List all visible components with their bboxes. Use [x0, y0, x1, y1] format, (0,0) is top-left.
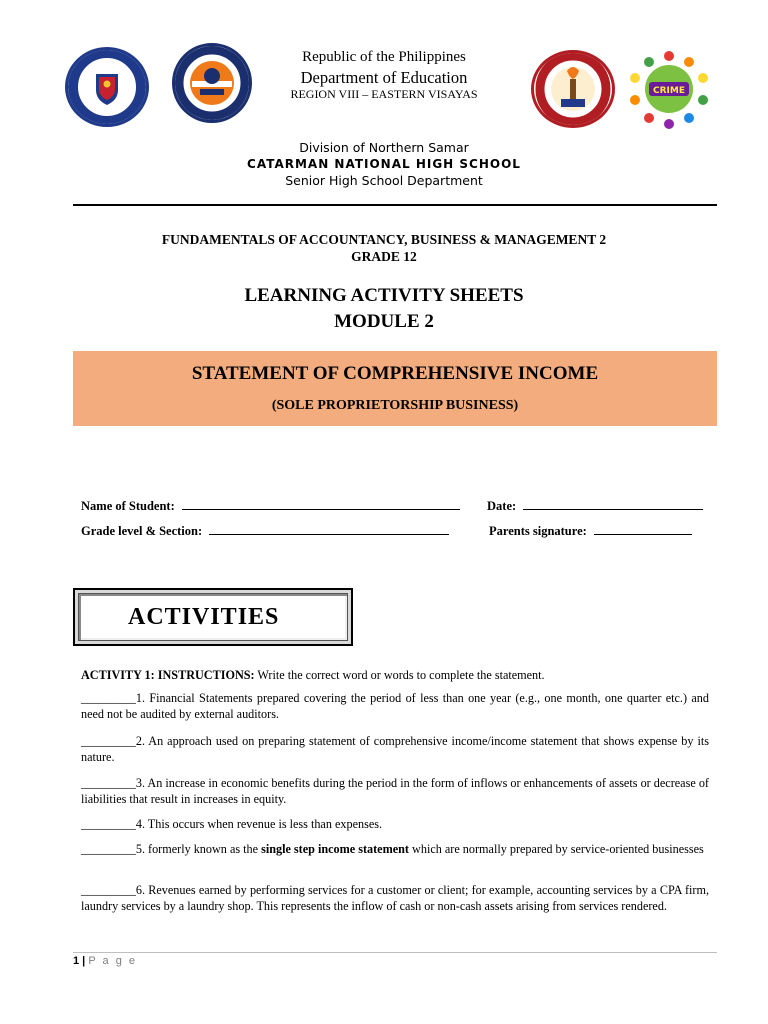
- department-line: Department of Education: [300, 68, 468, 87]
- footer-divider: [73, 952, 717, 953]
- parents-signature-row: [489, 523, 692, 539]
- question-text: 4. This occurs when revenue is less than expenses.: [135, 817, 383, 831]
- question-text: 6. Revenues earned by performing services for a customer or client; for example, accounting services by a CPA firm, laundry services by a laundry shop. This represents the inflow of cash or non-cash assets arising from services rendered.: [81, 883, 709, 913]
- question-text: 2. An approach used on preparing statement of comprehensive income/income statement that shows expense by its nature.: [81, 734, 709, 764]
- republic-line: Republic of the Philippines: [302, 49, 466, 65]
- question-item: [81, 882, 709, 914]
- topic-title: STATEMENT OF COMPREHENSIVE INCOME: [191, 363, 599, 384]
- region-line: REGION VIII – EASTERN VISAYAS: [290, 87, 478, 101]
- question-text: 1. Financial Statements prepared covering the period of less than one year (e.g., one month, one quarter etc.) and need not be audited by external auditors.: [81, 691, 709, 721]
- date-label: Date:: [487, 499, 517, 513]
- page-number: 1: [73, 955, 80, 967]
- answer-blank[interactable]: _________: [81, 776, 136, 790]
- module-title: MODULE 2: [334, 311, 434, 332]
- topic-subtitle: (SOLE PROPRIETORSHIP BUSINESS): [271, 398, 519, 413]
- subject-title: FUNDAMENTALS OF ACCOUNTANCY, BUSINESS & MANAGEMENT 2: [161, 232, 607, 247]
- activity1-instructions: [81, 667, 709, 683]
- question-text-before: 5. formerly known as the: [135, 842, 262, 856]
- division-line: Division of Northern Samar: [299, 140, 469, 155]
- activities-heading-box: [73, 588, 353, 646]
- page-separator: |: [79, 955, 89, 967]
- activity1-instruction-text: Write the correct word or words to complete the statement.: [254, 668, 545, 682]
- date-row: [487, 498, 703, 514]
- grade-section-field[interactable]: [209, 523, 449, 535]
- grade-section-label: Grade level & Section:: [81, 524, 203, 538]
- grade-section-row: [81, 523, 449, 539]
- question-text: 3. An increase in economic benefits during the period in the form of inflows or enhancements of assets or decrease of liabilities that result in increases in equity.: [81, 776, 709, 806]
- topic-banner: [73, 351, 717, 426]
- question-text-after: which are normally prepared by service-oriented businesses: [409, 842, 704, 856]
- question-keyword: single step income statement: [261, 842, 409, 856]
- question-item: [81, 733, 709, 765]
- header-divider: [73, 204, 717, 206]
- page-label: P a g e: [88, 955, 137, 967]
- parents-signature-label: Parents signature:: [489, 524, 587, 538]
- activity1-label: ACTIVITY 1: INSTRUCTIONS:: [81, 668, 255, 682]
- student-name-label: Name of Student:: [81, 499, 175, 513]
- question-item: [81, 841, 709, 857]
- activities-heading: ACTIVITIES: [78, 593, 348, 641]
- student-name-field[interactable]: [182, 498, 460, 510]
- grade-level: GRADE 12: [351, 249, 417, 264]
- svg-text:CRIME: CRIME: [653, 86, 685, 96]
- question-item: [81, 775, 709, 807]
- date-field[interactable]: [523, 498, 703, 510]
- answer-blank[interactable]: _________: [81, 883, 136, 897]
- answer-blank[interactable]: _________: [81, 691, 136, 705]
- answer-blank[interactable]: _________: [81, 817, 136, 831]
- student-name-row: [81, 498, 460, 514]
- department-unit: Senior High School Department: [285, 173, 483, 188]
- answer-blank[interactable]: _________: [81, 734, 136, 748]
- parents-signature-field[interactable]: [594, 523, 692, 535]
- page-footer: [73, 955, 137, 967]
- school-name: CATARMAN NATIONAL HIGH SCHOOL: [247, 157, 521, 171]
- question-item: [81, 690, 709, 722]
- question-item: [81, 816, 709, 832]
- answer-blank[interactable]: _________: [81, 842, 136, 856]
- sheet-title: LEARNING ACTIVITY SHEETS: [244, 285, 524, 306]
